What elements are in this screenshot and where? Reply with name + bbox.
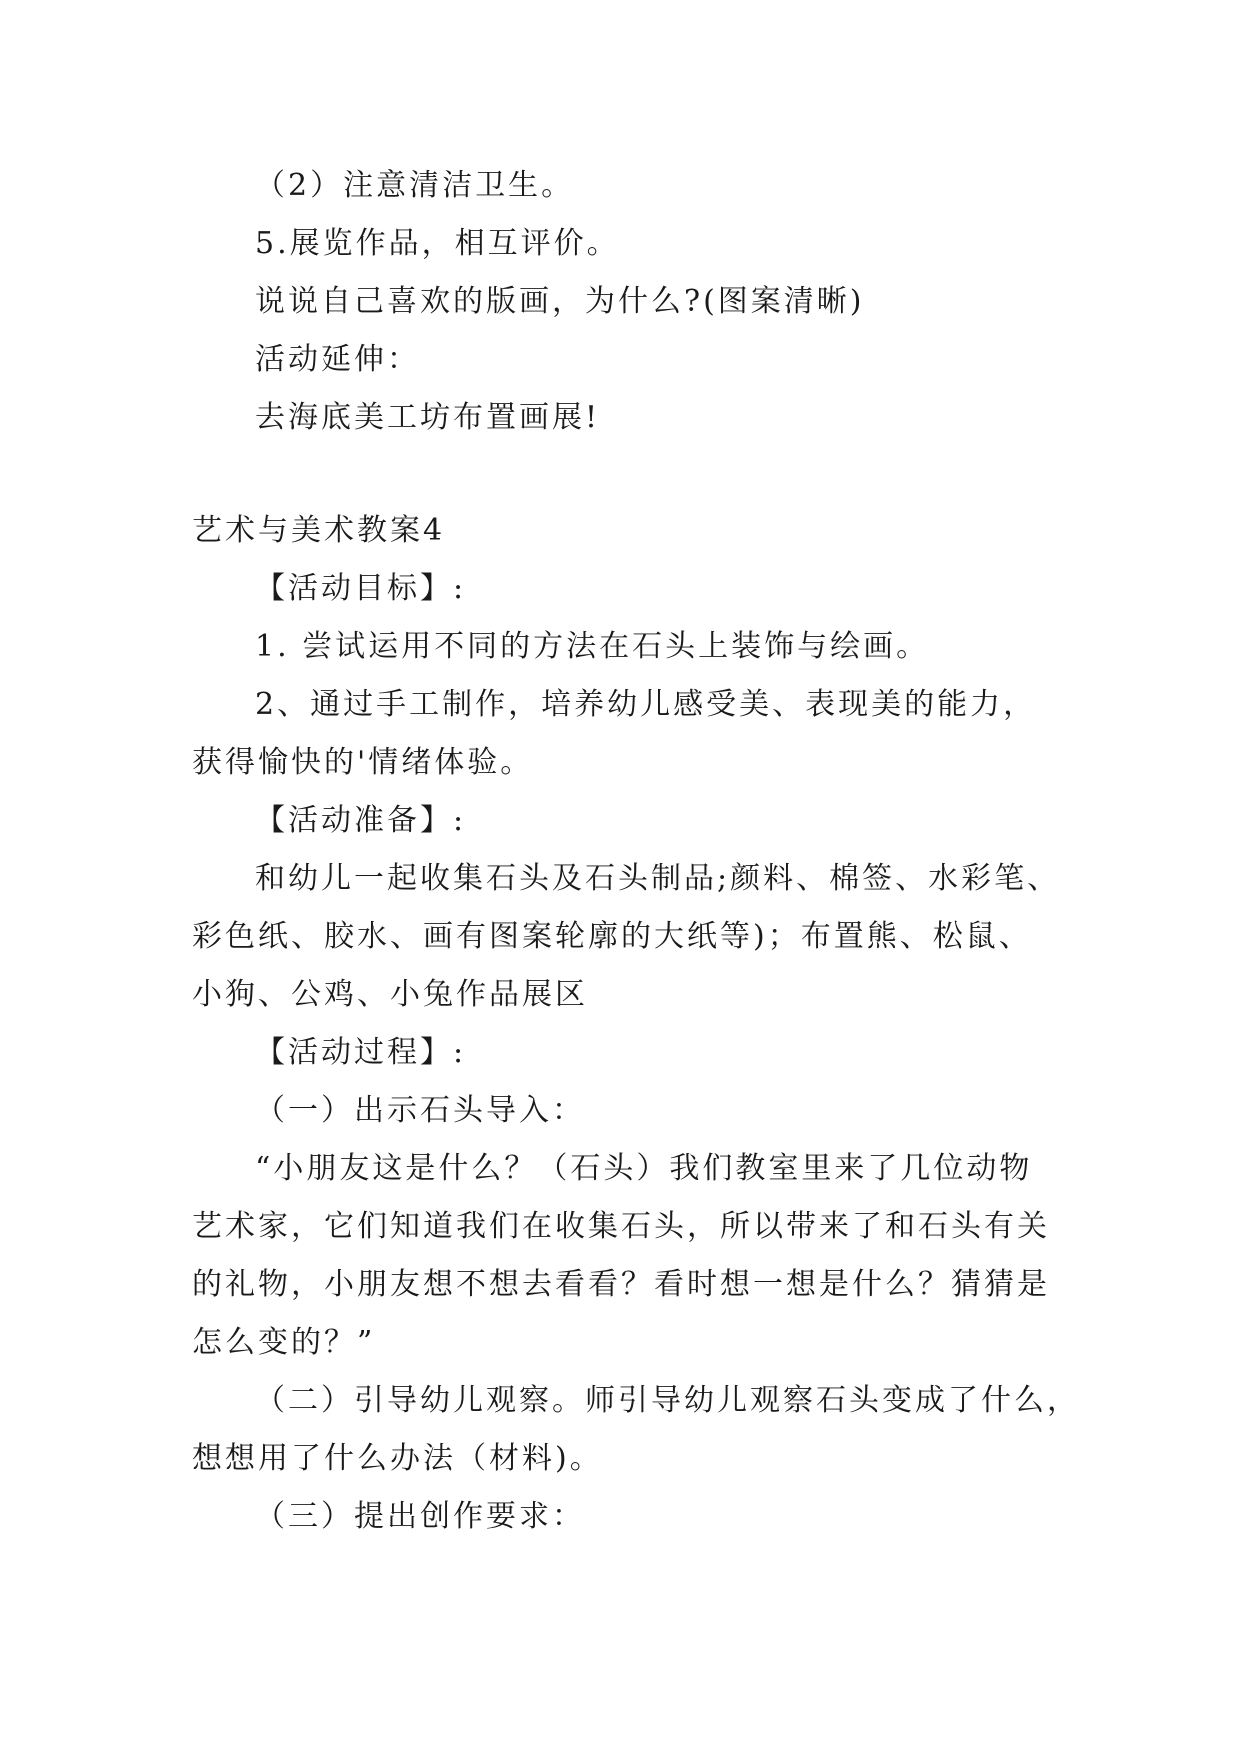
heading-activity-preparation: 【活动准备】: [255, 803, 467, 838]
text-line-favorite-print: 说说自己喜欢的版画，为什么?(图案清晰) [255, 284, 865, 319]
heading-activity-process: 【活动过程】: [255, 1035, 467, 1070]
process-step-3-title: （三）提出创作要求： [255, 1499, 585, 1534]
text-line-arrange-exhibition: 去海底美工坊布置画展! [255, 400, 601, 435]
process-step-2-line-1: （二）引导幼儿观察。师引导幼儿观察石头变成了什么， [255, 1383, 1080, 1418]
goal-item-2-continued: 获得愉快的'情绪体验。 [192, 745, 534, 780]
process-quote-line-3: 的礼物，小朋友想不想去看看？看时想一想是什么？猜猜是 [192, 1267, 1050, 1302]
preparation-text-line-3: 小狗、公鸡、小兔作品展区 [192, 977, 588, 1012]
goal-item-1: 1. 尝试运用不同的方法在石头上装饰与绘画。 [255, 629, 930, 664]
section-title: 艺术与美术教案4 [192, 513, 446, 548]
preparation-text-line-1: 和幼儿一起收集石头及石头制品;颜料、棉签、水彩笔、 [255, 861, 1061, 896]
process-quote-line-1: “小朋友这是什么？（石头）我们教室里来了几位动物 [255, 1151, 1033, 1186]
process-quote-line-4: 怎么变的？” [192, 1325, 376, 1360]
process-step-2-line-2: 想想用了什么办法（材料)。 [192, 1441, 603, 1476]
text-line-activity-extension: 活动延伸： [255, 342, 420, 377]
heading-activity-goals: 【活动目标】: [255, 571, 467, 606]
text-line-exhibit-works: 5.展览作品，相互评价。 [255, 226, 620, 261]
process-quote-line-2: 艺术家，它们知道我们在收集石头，所以带来了和石头有关 [192, 1209, 1050, 1244]
process-step-1-title: （一）出示石头导入： [255, 1093, 585, 1128]
preparation-text-line-2: 彩色纸、胶水、画有图案轮廓的大纸等)；布置熊、松鼠、 [192, 919, 1032, 954]
text-line-clean-hygiene: （2）注意清洁卫生。 [255, 168, 575, 203]
goal-item-2: 2、通过手工制作，培养幼儿感受美、表现美的能力， [255, 687, 1037, 722]
